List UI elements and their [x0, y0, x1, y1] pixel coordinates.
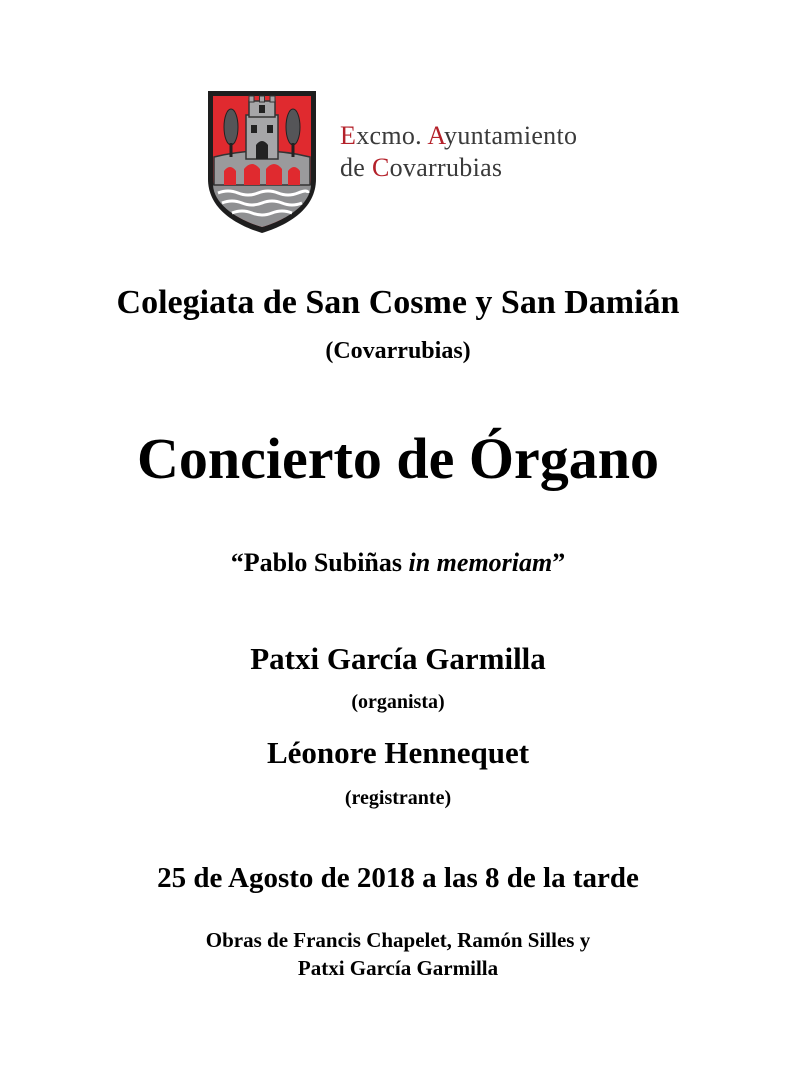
council-name-line-1: Excmo. Ayuntamiento	[340, 121, 578, 150]
coat-of-arms-icon	[204, 87, 320, 235]
event-date: 25 de Agosto de 2018 a las 8 de la tarde	[157, 862, 639, 894]
performer-role-organist: (organista)	[351, 691, 445, 713]
works-line-2: Patxi García Garmilla	[297, 956, 499, 980]
works-line-1: Obras de Francis Chapelet, Ramón Silles y	[205, 928, 591, 952]
dedication: “Pablo Subiñas in memoriam”	[230, 548, 566, 577]
venue-name: Colegiata de San Cosme y San Damián	[116, 284, 680, 321]
performer-name-organist: Patxi García Garmilla	[250, 641, 546, 676]
council-name-line-2: de Covarrubias	[340, 153, 503, 182]
dedication-latin: in memoriam	[408, 548, 553, 577]
performer-name-registrant: Léonore Hennequet	[266, 735, 530, 770]
council-header	[200, 85, 620, 245]
page-title: Concierto de Órgano	[137, 426, 659, 491]
council-name	[340, 120, 577, 184]
performer-role-registrant: (registrante)	[344, 787, 452, 809]
venue-location: (Covarrubias)	[325, 338, 471, 364]
